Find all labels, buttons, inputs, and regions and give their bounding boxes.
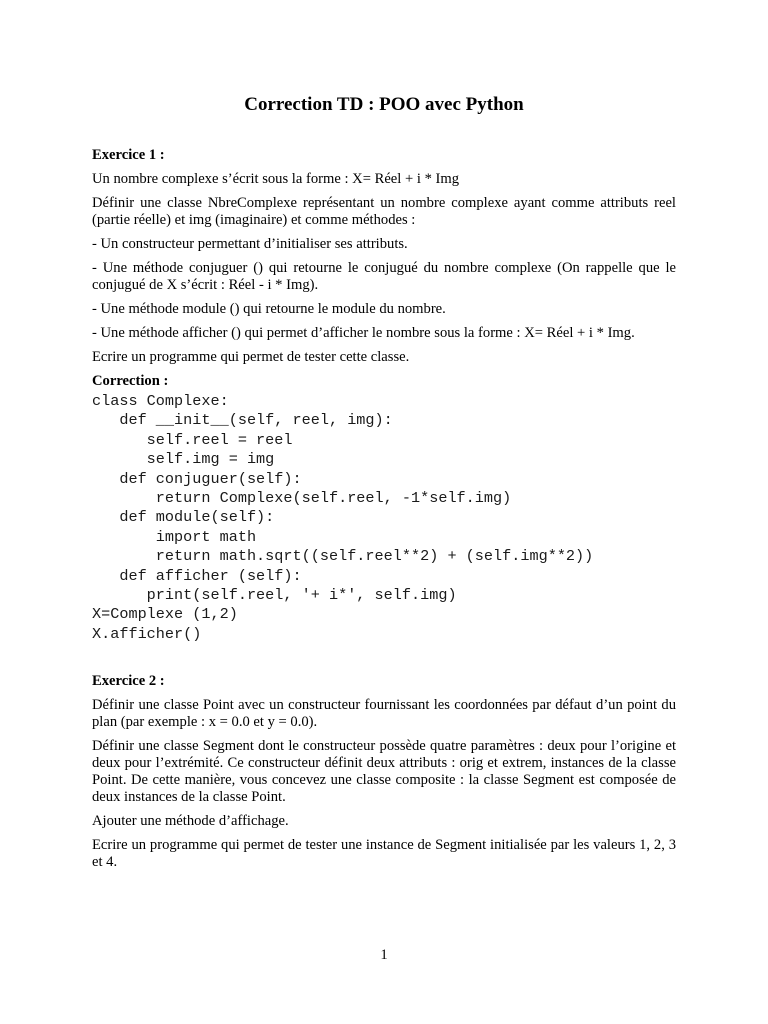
document-title: Correction TD : POO avec Python	[244, 94, 524, 115]
code-line: X.afficher()	[92, 624, 202, 643]
code-line: return math.sqrt((self.reel**2) + (self.img**2))	[92, 547, 594, 566]
exercise-2-paragraph: Ajouter une méthode d’affichage.	[92, 813, 289, 829]
exercise-1-paragraph: Ecrire un programme qui permet de tester cette classe.	[92, 349, 410, 365]
exercise-1-heading: Exercice 1 :	[92, 147, 165, 163]
code-line: def __init__(self, reel, img):	[92, 411, 393, 430]
exercise-1-paragraph: - Une méthode module () qui retourne le module du nombre.	[92, 301, 446, 317]
code-line: X=Complexe (1,2)	[92, 605, 238, 624]
exercise-2-paragraph: Définir une classe Segment dont le constructeur possède quatre paramètres : deux pour l’origine et deux pour l’extrémité. Ce constructeur définit deux attributs : orig et extrem, instances de la classe Point. De cette manière, vous concevez une classe composite : la classe Segment est composée de deux instances de la classe Point.	[92, 738, 676, 805]
exercise-1-paragraph: Un nombre complexe s’écrit sous la forme : X= Réel + i * Img	[92, 171, 460, 187]
exercise-2-paragraph: Ecrire un programme qui permet de tester une instance de Segment initialisée par les valeurs 1, 2, 3 et 4.	[92, 837, 676, 870]
code-block	[92, 392, 676, 644]
exercise-2-section	[92, 673, 676, 878]
exercise-1-paragraph: - Une méthode afficher () qui permet d’afficher le nombre sous la forme : X= Réel + i * Img.	[92, 325, 635, 341]
exercise-2-paragraph: Définir une classe Point avec un constructeur fournissant les coordonnées par défaut d’un point du plan (par exemple : x = 0.0 et y = 0.0).	[92, 697, 676, 730]
correction-label: Correction :	[92, 373, 169, 389]
page-number: 1	[380, 947, 388, 963]
code-line: import math	[92, 527, 257, 546]
code-line: def afficher (self):	[92, 566, 302, 585]
exercise-1-section	[92, 147, 676, 644]
code-line: def module(self):	[92, 508, 275, 527]
code-line: self.reel = reel	[92, 430, 293, 449]
exercise-1-paragraph: - Un constructeur permettant d’initialiser ses attributs.	[92, 236, 408, 252]
code-line: class Complexe:	[92, 392, 229, 410]
exercise-2-heading: Exercice 2 :	[92, 673, 165, 689]
code-line: print(self.reel, '+ i*', self.img)	[92, 586, 457, 605]
exercise-1-paragraph: Définir une classe NbreComplexe représentant un nombre complexe ayant comme attributs reel (partie réelle) et img (imaginaire) et comme méthodes :	[92, 195, 676, 228]
exercise-1-paragraph: - Une méthode conjuguer () qui retourne le conjugué du nombre complexe (On rappelle que le conjugué de X s’écrit : Réel - i * Img).	[92, 260, 676, 293]
code-line: self.img = img	[92, 450, 275, 469]
code-line: return Complexe(self.reel, -1*self.img)	[92, 489, 512, 508]
code-line: def conjuguer(self):	[92, 469, 302, 488]
